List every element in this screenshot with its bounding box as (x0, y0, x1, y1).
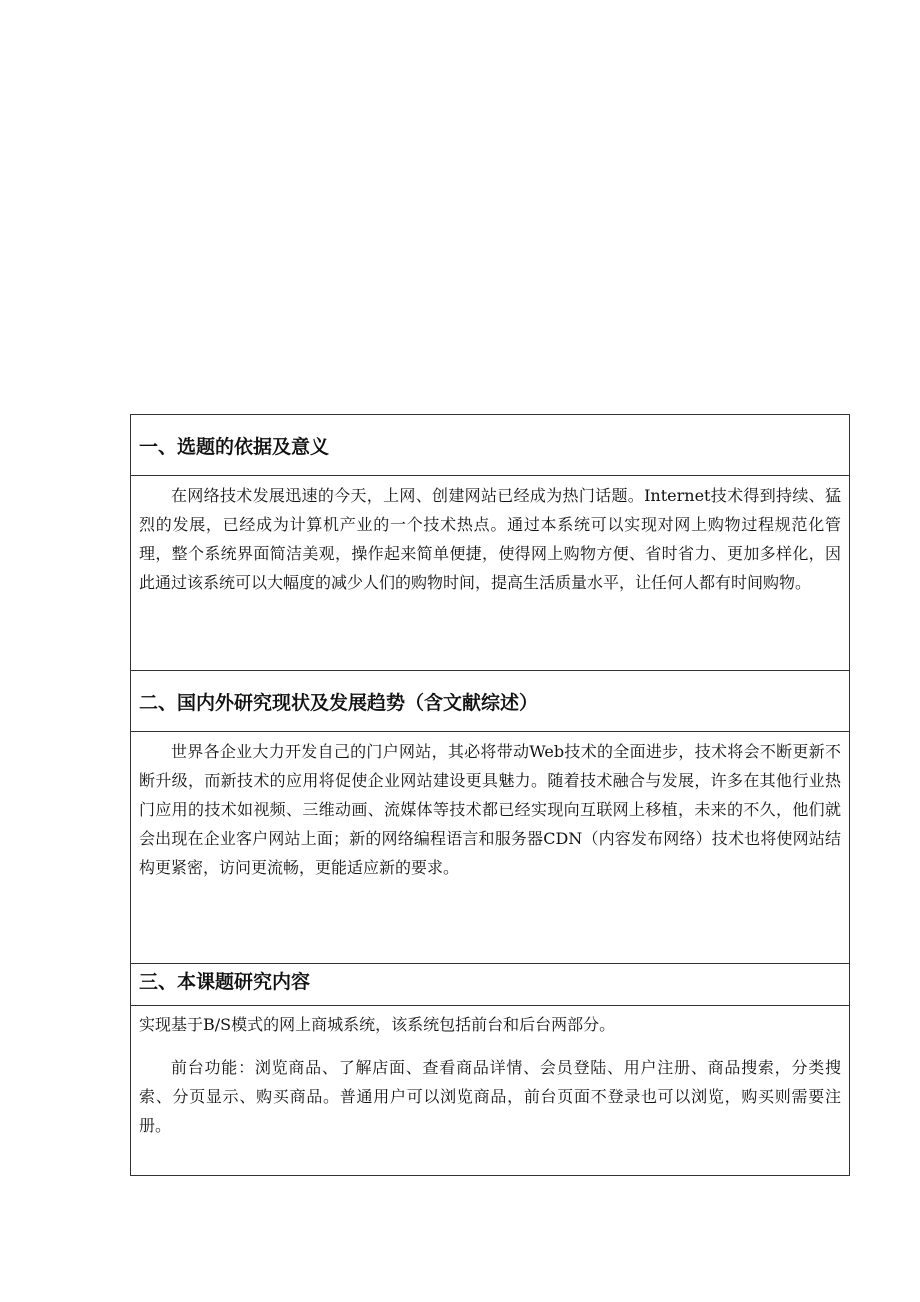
paragraph: 实现基于B/S模式的网上商城系统，该系统包括前台和后台两部分。 (139, 1015, 616, 1034)
section-body-content (131, 1006, 849, 1175)
proposal-table (130, 414, 850, 1176)
paragraph: 在网络技术发展迅速的今天，上网、创建网站已经成为热门话题。Internet技术得到持续、猛烈的发展，已经成为计算机产业的一个技术热点。通过本系统可以实现对网上购物过程规范化管理，整个系统界面简洁美观，操作起来简单便捷，使得网上购物方便、省时省力、更加多样化，因此通过该系统可以大幅度的减少人们的购物时间，提高生活质量水平，让任何人都有时间购物。 (139, 486, 841, 592)
section-title: 二、国内外研究现状及发展趋势（含文献综述） (139, 691, 539, 714)
section-body-research-status (131, 732, 849, 964)
section-body-basis (131, 476, 849, 671)
section-title: 一、选题的依据及意义 (139, 435, 330, 458)
section-heading-content (131, 964, 849, 1006)
section-heading-research-status (131, 671, 849, 732)
section-title: 三、本课题研究内容 (139, 971, 311, 993)
paragraph: 世界各企业大力开发自己的门户网站，其必将带动Web技术的全面进步，技术将会不断更新不断升级，而新技术的应用将促使企业网站建设更具魅力。随着技术融合与发展，许多在其他行业热门应用的技术如视频、三维动画、流媒体等技术都已经实现向互联网上移植，未来的不久，他们就会出现在企业客户网站上面；新的网络编程语言和服务器CDN（内容发布网络）技术也将使网站结构更紧密，访问更流畅，更能适应新的要求。 (139, 742, 841, 877)
paragraph: 前台功能：浏览商品、了解店面、查看商品详情、会员登陆、用户注册、商品搜索，分类搜索、分页显示、购买商品。普通用户可以浏览商品，前台页面不登录也可以浏览，购买则需要注册。 (139, 1058, 841, 1135)
section-heading-basis (131, 415, 849, 476)
